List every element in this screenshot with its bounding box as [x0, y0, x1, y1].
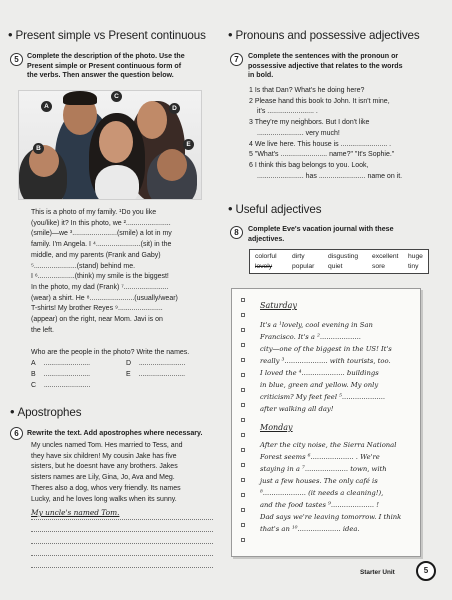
- exercise-number-6: 6: [10, 427, 23, 440]
- journal-line: Dad says we're leaving tomorrow. I think: [260, 513, 402, 521]
- journal-ring-icon: [241, 358, 245, 362]
- journal-ring-icon: [241, 538, 245, 542]
- journal-line[interactable]: Forest seems ⁶.................... . We're: [260, 453, 380, 461]
- person-father-hair: [63, 91, 97, 105]
- journal-ring-icon: [241, 523, 245, 527]
- journal-line: just a few houses. The only café is: [260, 477, 378, 485]
- exercise-number-8: 8: [230, 226, 243, 239]
- exercise-5-answers: [31, 360, 201, 394]
- journal-ring-icon: [241, 418, 245, 422]
- answer-row-b[interactable]: B ........................: [31, 371, 91, 378]
- answer-row-c[interactable]: C ........................: [31, 382, 91, 389]
- journal-line[interactable]: and the food tastes ⁹.................... !: [260, 501, 379, 509]
- unit-label: Starter Unit: [360, 569, 395, 576]
- journal-ring-icon: [241, 298, 245, 302]
- writing-line[interactable]: [31, 519, 213, 520]
- journal-line[interactable]: I loved the ⁴.................... buildings: [260, 369, 379, 377]
- journal-ring-icon: [241, 388, 245, 392]
- exercise-7-items: 1 Is that Dan? What's he doing here? 2 Please hand this book to John. It isn't mine, it's ........................ . 3 They're my neighbors. But I don't like ........................ very much! 4 We live here. This house is ........................ . 5 "What's ........................ name?" "It's Sophie." 6 I think this bag belongs to you. Look, ........................ has ........................ name on it.: [249, 87, 403, 180]
- page-number: 5: [416, 561, 436, 581]
- word-quiet: quiet: [328, 263, 343, 270]
- journal-ring-icon: [241, 478, 245, 482]
- exercise-6-instruction: Rewrite the text. Add apostrophes where necessary.: [27, 429, 203, 437]
- journal-line[interactable]: Francisco. It's a ²...................: [260, 333, 361, 341]
- exercise-6-text: My uncles named Tom. Hes married to Tess, and they have six children! My cousin Jake has five sisters, but he doesnt have any brothers. Jakes sisters names are Lily, Gina, Jo, Ava and Meg. Theres also a dog, whos very friendly. Its names Lucky, and he loves long walks when its sunny.: [31, 442, 183, 503]
- bullet-icon: •: [10, 404, 15, 419]
- photo-tag-d: D: [169, 103, 180, 114]
- journal-line[interactable]: that's an ¹⁰.................... idea.: [260, 525, 360, 533]
- section-title-present-simple: • Present simple vs Present continuous: [8, 27, 206, 42]
- vacation-journal: [231, 288, 421, 557]
- photo-tag-c: C: [111, 91, 122, 102]
- exercise-8-instruction: Complete Eve's vacation journal with these adjectives.: [248, 225, 394, 243]
- word-tiny: tiny: [408, 263, 419, 270]
- bullet-icon: •: [8, 27, 13, 42]
- section-title-apostrophes: • Apostrophes: [10, 404, 82, 419]
- journal-ring-icon: [241, 493, 245, 497]
- exercise-7-instruction: Complete the sentences with the pronoun or possessive adjective that relates to the words in bold.: [248, 52, 403, 80]
- exercise-number-7: 7: [230, 53, 243, 66]
- bullet-icon: •: [228, 201, 233, 216]
- journal-line[interactable]: staying in a ⁷.................... town, with: [260, 465, 387, 473]
- exercise-number-5: 5: [10, 53, 23, 66]
- person-girl-face: [99, 121, 133, 163]
- person-mother-face: [137, 101, 167, 139]
- section-title-pronouns: • Pronouns and possessive adjectives: [228, 27, 420, 42]
- adjective-word-box: [249, 249, 429, 274]
- writing-line[interactable]: [31, 531, 213, 532]
- journal-ring-icon: [241, 373, 245, 377]
- photo-tag-b: B: [33, 143, 44, 154]
- journal-heading-monday: Monday: [260, 423, 293, 432]
- exercise-6-writing-lines[interactable]: [31, 517, 213, 577]
- journal-line: in blue, green and yellow. My only: [260, 381, 379, 389]
- journal-ring-icon: [241, 508, 245, 512]
- word-dirty: dirty: [292, 253, 305, 260]
- exercise-5-instruction: Complete the description of the photo. Use the Present simple or Present continuous form of the verbs. Then answer the question below.: [27, 52, 185, 80]
- family-photo: [18, 90, 202, 200]
- person-girl-shirt: [95, 165, 139, 200]
- answer-row-a[interactable]: A ........................: [31, 360, 91, 367]
- journal-ring-icon: [241, 313, 245, 317]
- writing-line[interactable]: [31, 567, 213, 568]
- journal-ring-icon: [241, 448, 245, 452]
- exercise-5-text: This is a photo of my family. ¹Do you like (you/like) it? In this photo, we ²....................... (smile)—we ³.......................(smile) a lot in my family. I'm Angela. I ⁴.......................(sit) in the middle, and my parents (Frank and Gaby) ⁵......................(stand) behind me. I ⁶...................(think) my smile is the biggest! In the photo, my dad (Frank) ⁷....................... (wear) a shirt. He ⁸.......................(usually/wear) T-shirts! My brother Reyes ⁹....................... (appear) on the right, near Mom. Javi is on the left.: [31, 209, 178, 334]
- word-colorful: colorful: [255, 253, 277, 260]
- journal-line[interactable]: ⁸.................... (it needs a cleaning!),: [260, 489, 384, 497]
- journal-line: It's a ¹lovely, cool evening in San: [260, 321, 373, 329]
- journal-ring-icon: [241, 463, 245, 467]
- writing-line[interactable]: [31, 543, 213, 544]
- journal-line: After the city noise, the Sierra National: [260, 441, 397, 449]
- section-title-useful-adjectives: • Useful adjectives: [228, 201, 322, 216]
- photo-tag-e: E: [183, 139, 194, 150]
- exercise-6-example-answer: My uncle's named Tom.: [31, 508, 120, 517]
- journal-ring-icon: [241, 343, 245, 347]
- word-disgusting: disgusting: [328, 253, 359, 260]
- person-boy-right-face: [157, 149, 187, 181]
- journal-ring-icon: [241, 328, 245, 332]
- journal-heading-saturday: Saturday: [260, 301, 297, 310]
- word-sore: sore: [372, 263, 386, 270]
- word-excellent: excellent: [372, 253, 399, 260]
- journal-line: city—one of the biggest in the US! It's: [260, 345, 392, 353]
- photo-tag-a: A: [41, 101, 52, 112]
- exercise-5-question: Who are the people in the photo? Write the names.: [31, 349, 190, 356]
- bullet-icon: •: [228, 27, 233, 42]
- journal-line[interactable]: criticism? My feet feel ⁵....................: [260, 393, 386, 401]
- answer-row-e[interactable]: E ........................: [126, 371, 186, 378]
- journal-ring-icon: [241, 433, 245, 437]
- journal-line: after walking all day!: [260, 405, 334, 413]
- word-popular: popular: [292, 263, 315, 270]
- journal-line[interactable]: really ³.................... with tourists, too.: [260, 357, 391, 365]
- word-lovely-crossed-out: lovely: [255, 263, 273, 270]
- answer-row-d[interactable]: D ........................: [126, 360, 186, 367]
- journal-ring-icon: [241, 403, 245, 407]
- writing-line[interactable]: [31, 555, 213, 556]
- word-huge: huge: [408, 253, 423, 260]
